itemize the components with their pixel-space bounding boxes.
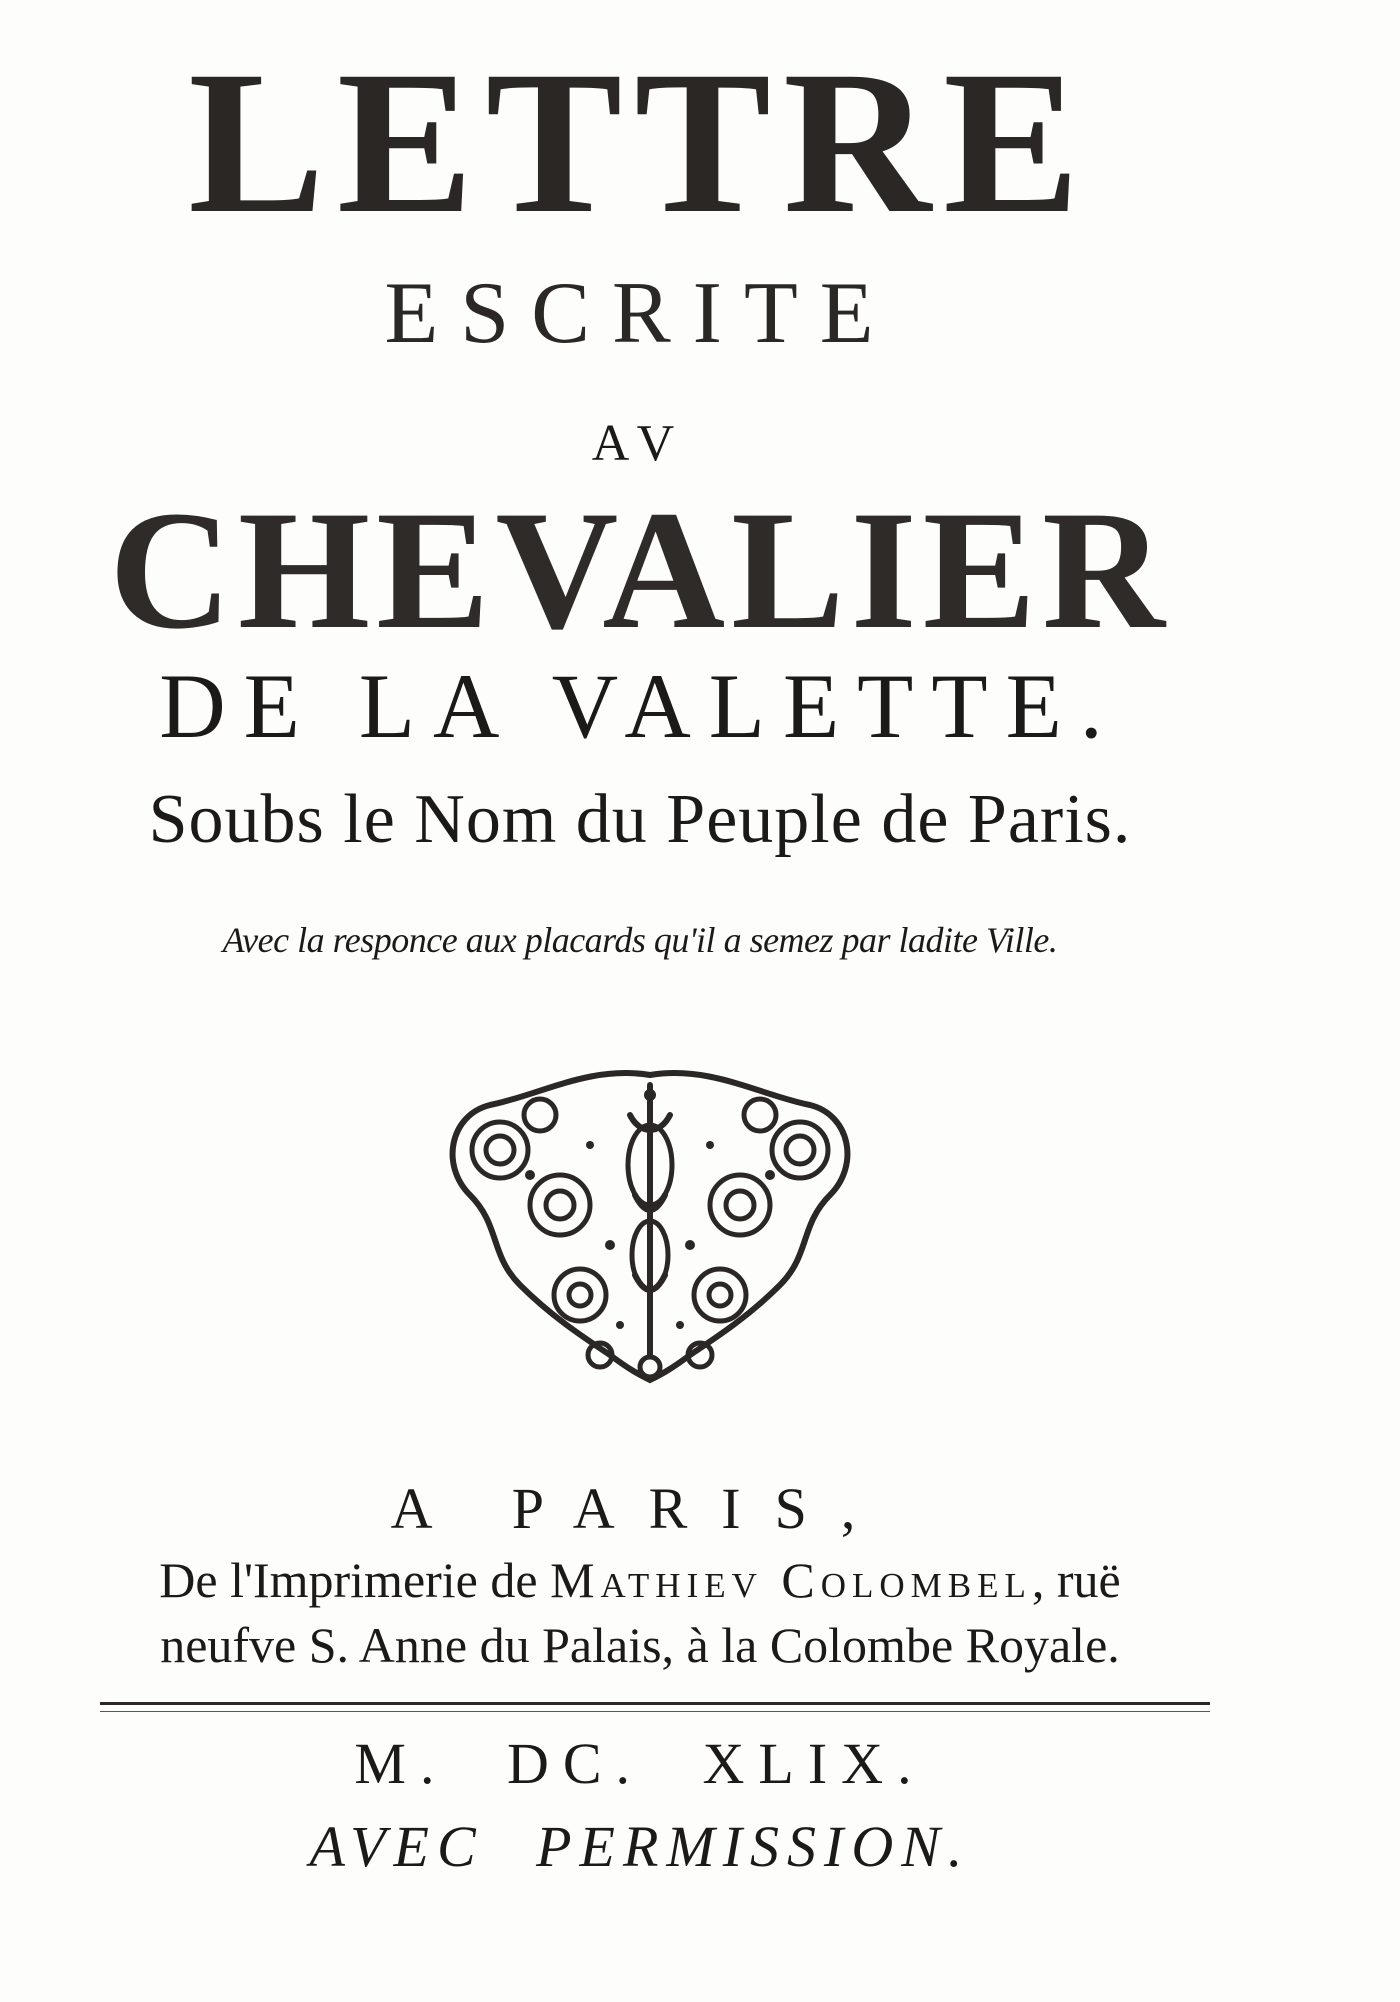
imprint-printer-name: Mathiev Colombel [550, 1552, 1032, 1608]
imprint-address: neufve S. Anne du Palais, à la Colombe Royale. [160, 1617, 1120, 1673]
italic-note: Avec la responce aux placards qu'il a semez par ladite Ville. [222, 920, 1058, 960]
imprint-printer-prefix: De l'Imprimerie de [159, 1552, 551, 1608]
imprint-printer-suffix: , ruë [1031, 1552, 1121, 1608]
imprint-permission: AVEC PERMISSION. [309, 1814, 971, 1879]
subtitle: Soubs le Nom du Peuple de Paris. [148, 781, 1132, 858]
imprint-year: M. DC. XLIX. [354, 1731, 926, 1796]
title-lettre: LETTRE [188, 29, 1092, 256]
divider-rule-thin [100, 1711, 1210, 1712]
divider-rule [100, 1702, 1210, 1705]
title-de-la-valette: DE LA VALETTE. [159, 655, 1121, 757]
fleuron-ornament-icon [430, 1055, 870, 1385]
title-escrite: ESCRITE [384, 265, 896, 362]
imprint-place: A PARIS, [390, 1476, 890, 1541]
title-chevalier: CHEVALIER [109, 476, 1171, 664]
imprint-printer [20, 1552, 1260, 1608]
title-au: AV [591, 415, 689, 472]
